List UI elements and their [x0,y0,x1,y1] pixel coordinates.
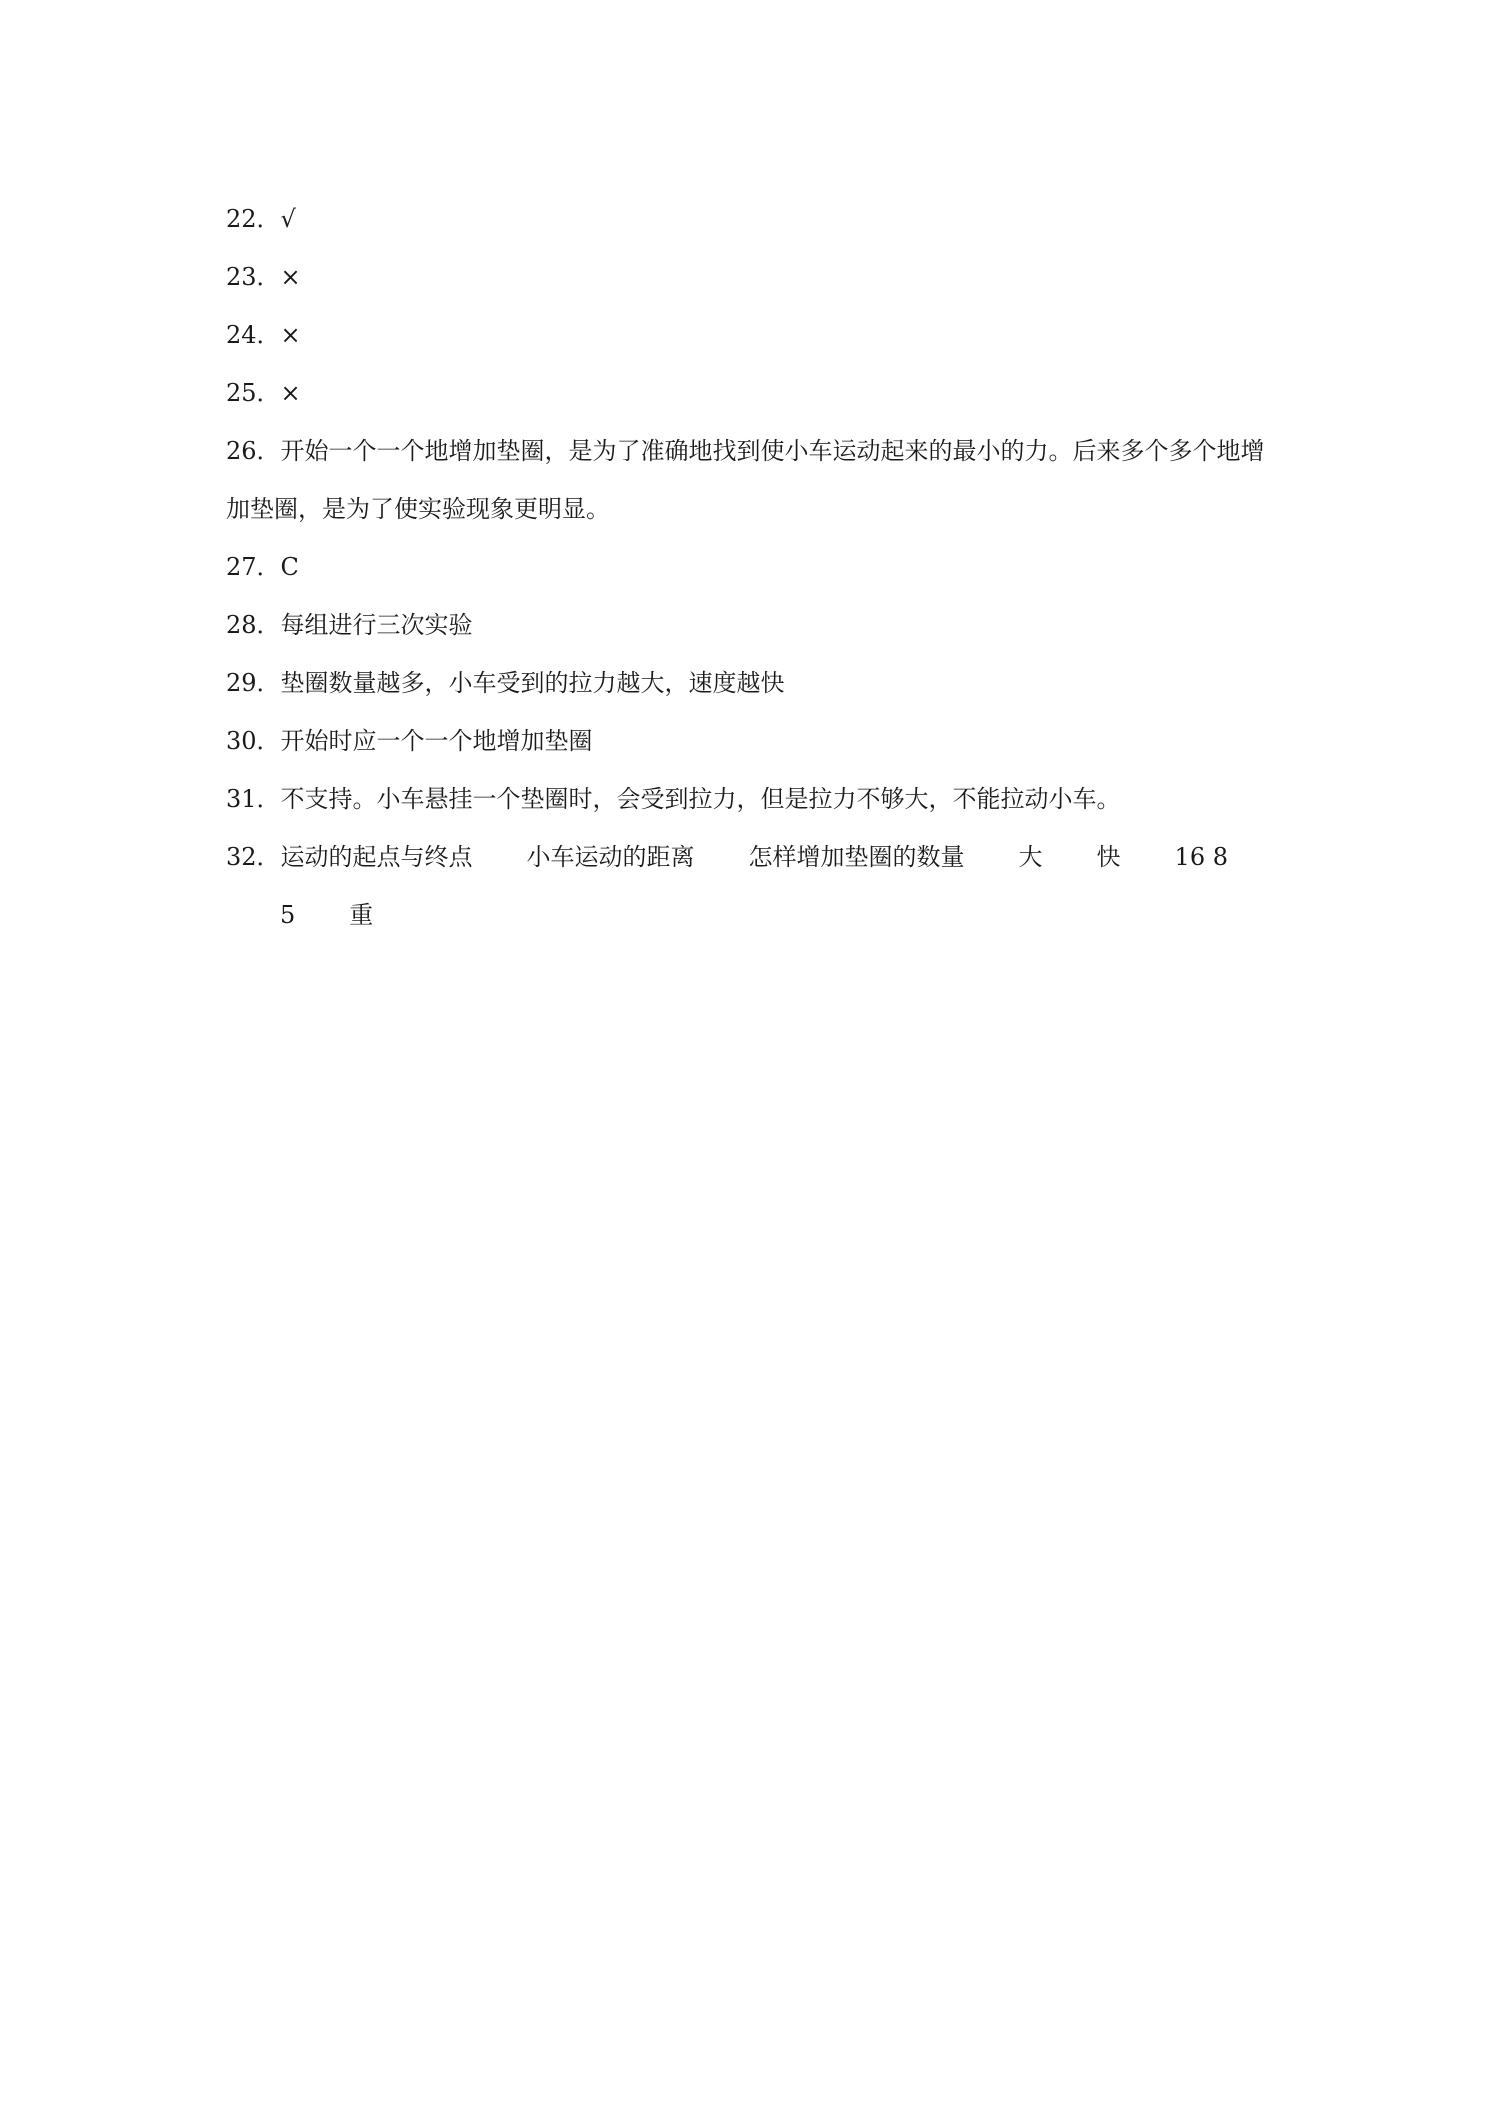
answer-number: 30． [226,727,281,755]
answer-blank: 快 [1096,843,1121,871]
answer-number: 28． [226,611,281,639]
answer-30 [226,712,1276,770]
answer-blank: 重 [349,901,374,929]
answer-26 [226,422,1276,538]
answer-text: × [280,379,301,407]
answer-text: 垫圈数量越多，小车受到的拉力越大，速度越快 [280,669,785,697]
answer-blank: 小车运动的距离 [526,843,695,871]
answer-number: 32． [226,843,281,871]
answer-32 [226,828,1276,944]
answer-22 [226,190,1276,248]
answer-text: 每组进行三次实验 [280,611,473,639]
answer-number: 27． [226,553,281,581]
answer-blank: 怎样增加垫圈的数量 [748,843,965,871]
answer-text: 不支持。小车悬挂一个垫圈时，会受到拉力，但是拉力不够大，不能拉动小车。 [280,785,1121,813]
answer-blank: 大 [1018,843,1043,871]
answer-blank: 运动的起点与终点 [280,843,473,871]
answer-text: × [280,321,301,349]
answer-number: 25． [226,379,281,407]
answer-blank: 5 [280,901,296,929]
answer-text: √ [280,205,296,233]
answer-blank: 16 [1174,843,1206,871]
answer-text: C [280,553,299,581]
answer-number: 22． [226,205,281,233]
answer-27 [226,538,1276,596]
answer-24 [226,306,1276,364]
answer-blank: 8 [1212,843,1229,871]
answer-23 [226,248,1276,306]
answer-29 [226,654,1276,712]
answer-number: 31． [226,785,281,813]
answer-text: 开始时应一个一个地增加垫圈 [280,727,593,755]
answer-31 [226,770,1276,828]
answer-number: 24． [226,321,281,349]
answer-list [226,190,1276,944]
answer-28 [226,596,1276,654]
answer-text: × [280,263,301,291]
answer-number: 23． [226,263,281,291]
answer-number: 26． [226,437,281,465]
answer-text: 开始一个一个地增加垫圈，是为了准确地找到使小车运动起来的最小的力。后来多个多个地增加垫圈，是为了使实验现象更明显。 [226,437,1265,523]
answer-25 [226,364,1276,422]
answer-number: 29． [226,669,281,697]
